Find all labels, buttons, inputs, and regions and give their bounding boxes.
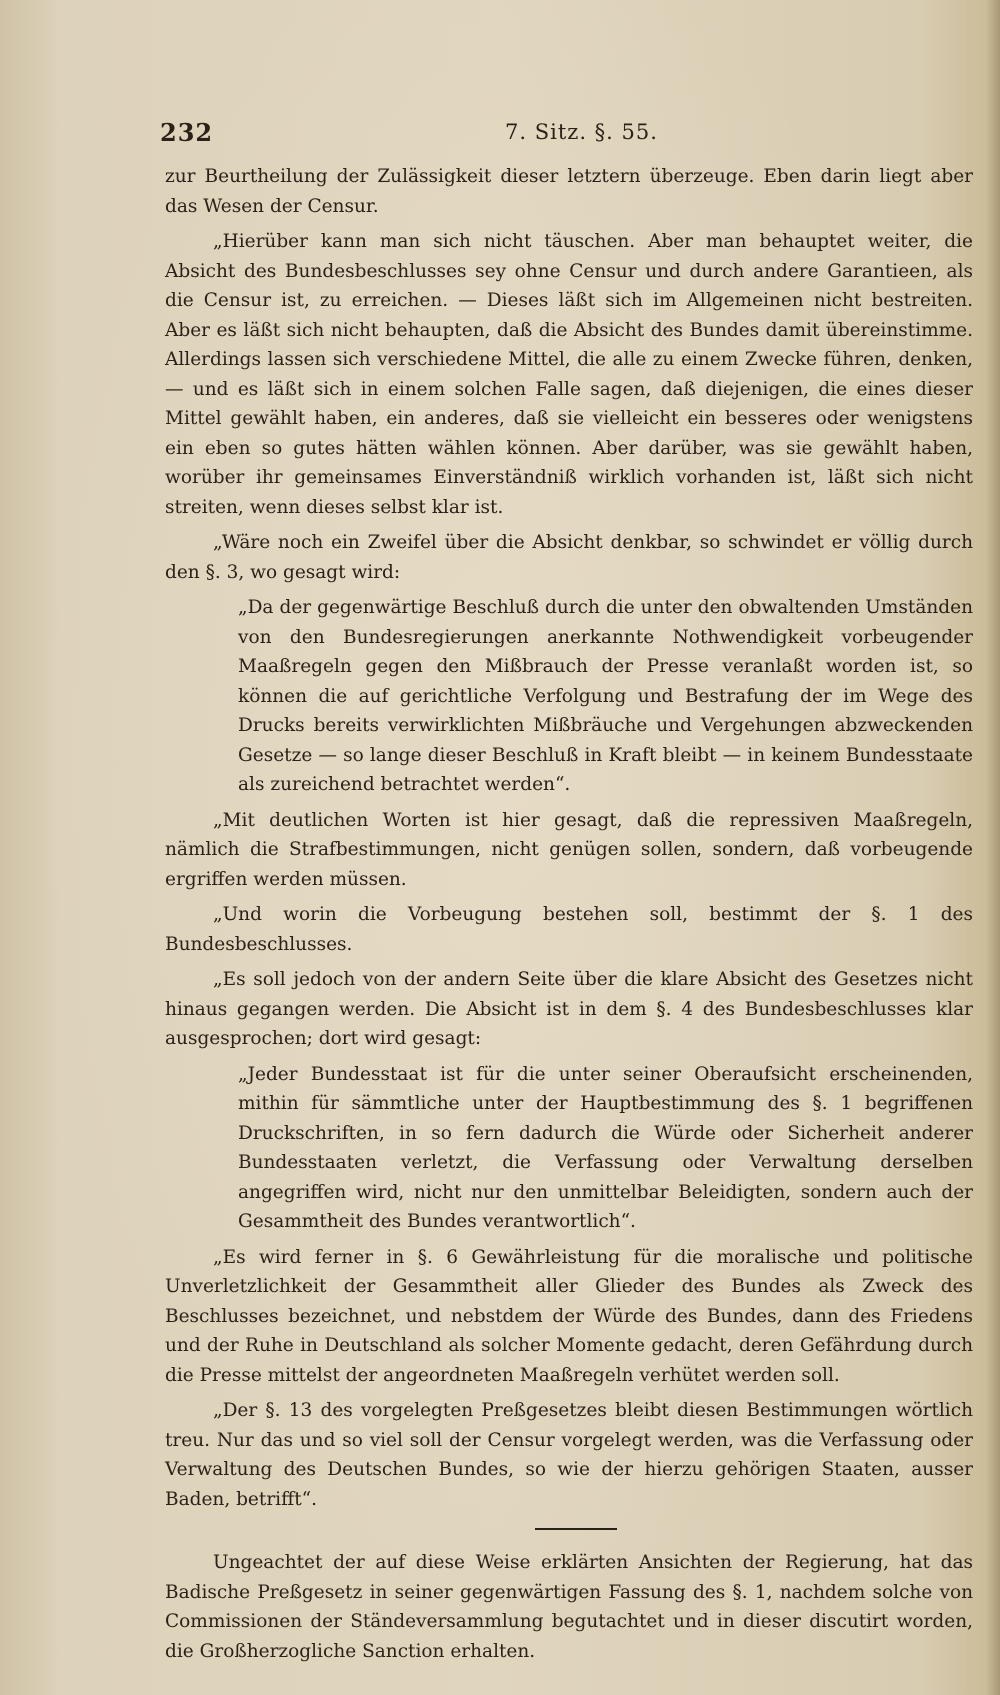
paragraph: „Es wird ferner in §. 6 Gewährleistung für die moralische und politische Unverletzlichkeit der Gesammtheit aller Glieder des Bundes als Zweck des Beschlusses bezeichnet, und nebstdem der Würde des Bundes, dann des Friedens und der Ruhe in Deutschland als solcher Momente gedacht, deren Gefährdung durch die Presse mittelst der angeordneten Maaßregeln verhütet werden soll. bbox=[165, 1246, 973, 1386]
paragraph: „Hierüber kann man sich nicht täuschen. Aber man behauptet weiter, die Absicht des Bundesbeschlusses sey ohne Censur und durch andere Garantieen, als die Censur ist, zu erreichen. — Dieses läßt sich im Allgemeinen nicht bestreiten. Aber es läßt sich nicht behaupten, daß die Absicht des Bundes damit übereinstimme. Allerdings lassen sich verschiedene Mittel, die alle zu einem Zwecke führen, denken, — und es läßt sich in einem solchen Falle sagen, daß diejenigen, die eines dieser Mittel gewählt haben, ein anderes, daß sie vielleicht ein besseres oder wenigstens ein eben so gutes hätten wählen können. Aber darüber, was sie gewählt haben, worüber ihr gemeinsames Einverständniß wirklich vorhanden ist, läßt sich nicht streiten, wenn dieses selbst klar ist. bbox=[165, 231, 973, 518]
body-text bbox=[165, 162, 973, 1672]
section-divider bbox=[535, 1528, 617, 1530]
paragraph: „Mit deutlichen Worten ist hier gesagt, daß die repressiven Maaßregeln, nämlich die Strafbestimmungen, nicht genügen sollen, sondern, daß vorbeugende ergriffen werden müssen. bbox=[165, 809, 973, 890]
block-quote: „Da der gegenwärtige Beschluß durch die unter den obwaltenden Umständen von den Bundesregierungen anerkannte Nothwendigkeit vorbeugender Maaßregeln gegen den Mißbrauch der Presse veranlaßt worden ist, so können die auf gerichtliche Verfolgung und Bestrafung der im Wege des Drucks bereits verwirklichten Mißbräuche und Vergehungen abzweckenden Gesetze — so lange dieser Beschluß in Kraft bleibt — in keinem Bundesstaate als zureichend betrachtet werden“. bbox=[238, 597, 973, 795]
paragraph: Ungeachtet der auf diese Weise erklärten Ansichten der Regierung, hat das Badische Preßgesetz in seiner gegenwärtigen Fassung des §. 1, nachdem solche von Commissionen der Ständeversammlung begutachtet und in dieser discutirt worden, die Großherzogliche Sanction erhalten. bbox=[165, 1552, 973, 1662]
paragraph: „Es soll jedoch von der andern Seite über die klare Absicht des Gesetzes nicht hinaus gegangen werden. Die Absicht ist in dem §. 4 des Bundesbeschlusses klar ausgesprochen; dort wird gesagt: bbox=[165, 969, 973, 1049]
paragraph: zur Beurtheilung der Zulässigkeit dieser letztern überzeuge. Eben darin liegt aber das Wesen der Censur. bbox=[165, 166, 973, 217]
page-number: 232 bbox=[160, 118, 214, 147]
page-edge-shadow bbox=[986, 0, 1000, 1695]
block-quote: „Jeder Bundesstaat ist für die unter seiner Oberaufsicht erscheinenden, mithin für sämmtliche unter der Hauptbestimmung des §. 1 begriffenen Druckschriften, in so fern dadurch die Würde oder Sicherheit anderer Bundesstaaten verletzt, die Verfassung oder Verwaltung derselben angegriffen wird, nicht nur den unmittelbar Beleidigten, sondern auch der Gesammtheit des Bundes verantwortlich“. bbox=[238, 1063, 973, 1232]
paragraph: „Der §. 13 des vorgelegten Preßgesetzes bleibt diesen Bestimmungen wörtlich treu. Nur das und so viel soll der Censur vorgelegt werden, was die Verfassung oder Verwaltung des Deutschen Bundes, so wie der hierzu gehörigen Staaten, ausser Baden, betrifft“. bbox=[165, 1400, 973, 1510]
paragraph: „Wäre noch ein Zweifel über die Absicht denkbar, so schwindet er völlig durch den §. 3, wo gesagt wird: bbox=[165, 532, 973, 583]
running-head bbox=[160, 118, 870, 152]
paragraph: „Und worin die Vorbeugung bestehen soll, bestimmt der §. 1 des Bundesbeschlusses. bbox=[165, 904, 973, 955]
section-reference: 7. Sitz. §. 55. bbox=[505, 120, 658, 144]
